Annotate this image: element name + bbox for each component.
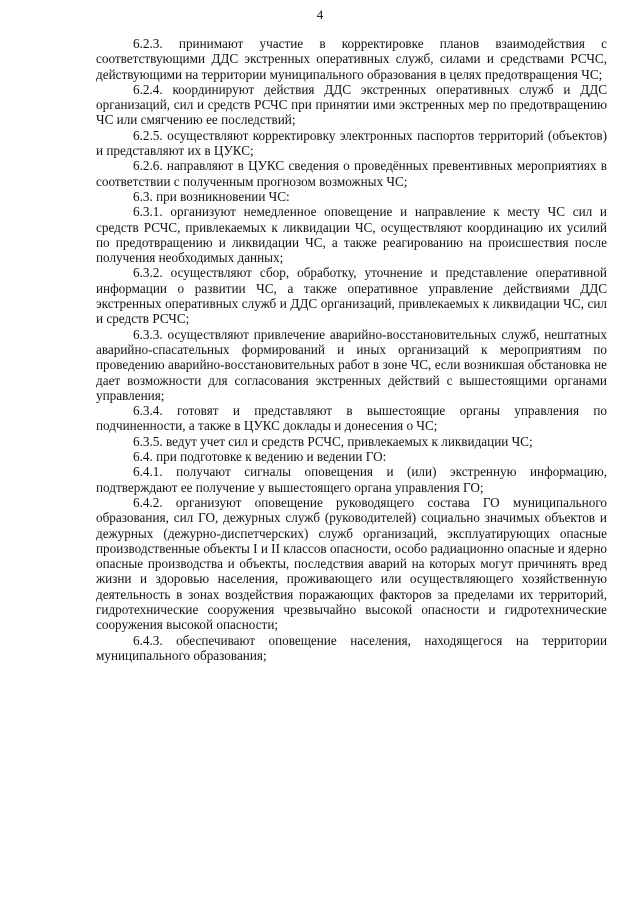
paragraph-6-2-3: 6.2.3. принимают участие в корректировке планов взаимодействия с соответствующими ДДС экстренных оперативных служб, силами и средствами РСЧС, действующими на территории муниципального образования в целях предотвращения ЧС; — [96, 36, 607, 82]
paragraph-6-4-1: 6.4.1. получают сигналы оповещения и (или) экстренную информацию, подтверждают ее получение у вышестоящего органа управления ГО; — [96, 464, 607, 495]
document-body — [96, 36, 607, 663]
paragraph-6-4-3: 6.4.3. обеспечивают оповещение населения, находящегося на территории муниципального образования; — [96, 632, 607, 663]
paragraph-6-3-5: 6.3.5. ведут учет сил и средств РСЧС, привлекаемых к ликвидации ЧС; — [133, 433, 533, 449]
paragraph-6-2-4: 6.2.4. координируют действия ДДС экстренных оперативных служб и ДДС организаций, сил и средств РСЧС при принятии ими экстренных мер по предотвращению ЧС или смягчению ее последствий; — [96, 81, 607, 128]
paragraph-6-3: 6.3. при возникновении ЧС: — [133, 188, 290, 204]
paragraph-6-3-4: 6.3.4. готовят и представляют в вышестоящие органы управления по подчиненности, а также в ЦУКС доклады и донесения о ЧС; — [96, 403, 607, 434]
paragraph-6-3-1: 6.3.1. организуют немедленное оповещение и направление к месту ЧС сил и средств РСЧС, привлекаемых к ликвидации ЧС, осуществляют координацию их усилий по предотвращению и ликвидации ЧС, а также реагированию на происшествия после получения необходимых данных; — [96, 204, 607, 266]
paragraph-6-3-3: 6.3.3. осуществляют привлечение аварийно-восстановительных служб, нештатных аварийно-спасательных формирований и иных организаций к мероприятиям по проведению аварийно-восстановительных работ в зоне ЧС, если возникшая обстановка не дает возможности для согласования экстренных действий с вышестоящими органами управления; — [96, 326, 607, 403]
paragraph-6-4: 6.4. при подготовке к ведению и ведении ГО: — [133, 449, 387, 465]
paragraph-6-2-5: 6.2.5. осуществляют корректировку электронных паспортов территорий (объектов) и представляют их в ЦУКС; — [96, 127, 607, 159]
paragraph-6-2-6: 6.2.6. направляют в ЦУКС сведения о проведённых превентивных мероприятиях в соответствии с полученным прогнозом возможных ЧС; — [96, 158, 607, 189]
paragraph-6-3-2: 6.3.2. осуществляют сбор, обработку, уточнение и представление оперативной информации о развитии ЧС, а также оперативное управление действиями ДДС экстренных оперативных служб и ДДС организаций, привлекаемых к ликвидации ЧС, сил и средств РСЧС; — [96, 265, 607, 327]
page-number: 4 — [316, 7, 324, 22]
paragraph-6-4-2: 6.4.2. организуют оповещение руководящего состава ГО муниципального образования, сил ГО, дежурных служб (руководителей) социально значимых объектов и дежурных (дежурно-диспетчерских) служб организаций, эксплуатирующих опасные производственные объекты I и II классов опасности, особо радиационно опасные и ядерно опасные производства и объекты, последствия аварий на которых могут причинять вред жизни и здоровью населения, проживающего или осуществляющего хозяйственную деятельность в зонах воздействия поражающих факторов за пределами их территорий, гидротехнические сооружения чрезвычайно высокой опасности и гидротехнические сооружения высокой опасности; — [96, 494, 607, 633]
